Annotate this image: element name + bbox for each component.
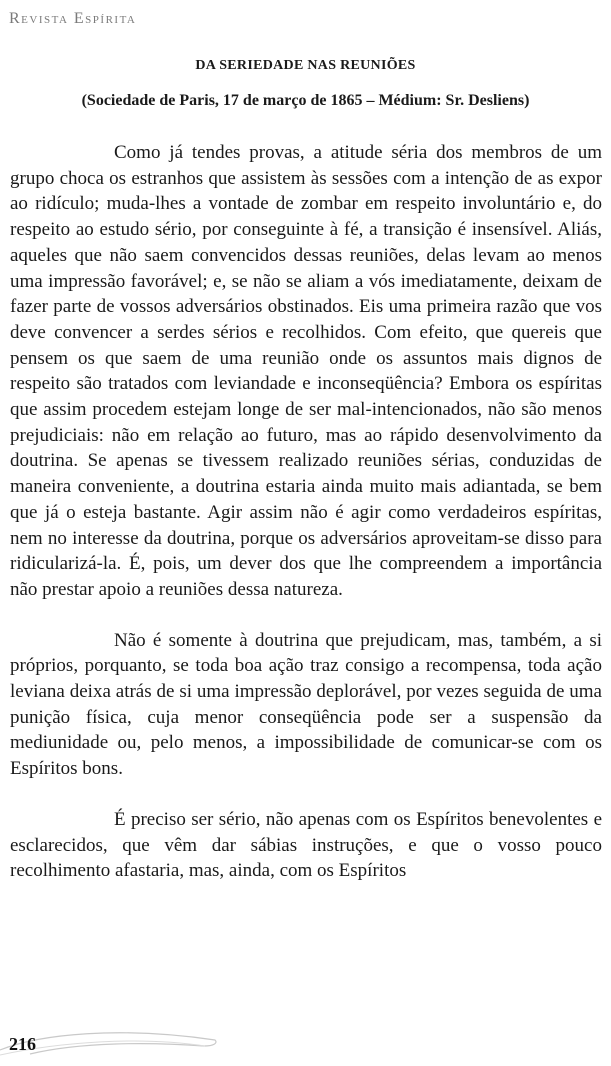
paragraph-2: Não é somente à doutrina que prejudicam, mas, também, a si próprios, porquanto, se toda boa ação traz consigo a recompensa, toda ação leviana deixa atrás de si uma impressão deplorável, por vezes seguida de uma punição física, cuja menor conseqüência pode ser a suspensão da mediunidade ou, pelo menos, a impossibilidade de comunicar-se com os Espíritos bons. [10,629,602,780]
paragraph-3: É preciso ser sério, não apenas com os Espíritos benevolentes e esclarecidos, que vêm dar sábias instruções, e que o vosso pouco recolhimento afastaria, mas, ainda, com os Espíritos [10,808,602,882]
article-title: DA SERIEDADE NAS REUNIÕES [195,58,416,73]
article-subtitle: (Sociedade de Paris, 17 de março de 1865 – Médium: Sr. Desliens) [81,92,530,109]
article-body [10,140,602,884]
page-number: 216 [9,1034,36,1054]
running-head: Revista Espírita [9,10,137,27]
paragraph-1: Como já tendes provas, a atitude séria dos membros de um grupo choca os estranhos que assistem às sessões com a intenção de as expor ao ridículo; muda-lhes a vontade de zombar em respeito involuntário e, do respeito ao estudo sério, por conseguinte à fé, a transição é insensível. Aliás, aqueles que não saem convencidos dessas reuniões, delas levam ao menos uma impressão favorável; e, se não se aliam a vós imediatamente, deixam de fazer parte de vossos adversários obstinados. Eis uma primeira razão que vos deve convencer a serdes sérios e recolhidos. Com efeito, que quereis que pensem os que saem de uma reunião onde os assuntos mais dignos de respeito são tratados com leviandade e inconseqüência? Embora os espíritas que assim procedem estejam longe de ser mal-intencionados, não são menos prejudiciais: não em relação ao futuro, mas ao rápido desenvolvimento da doutrina. Se apenas se tivessem realizado reuniões sérias, conduzidas de maneira conveniente, a doutrina estaria ainda muito mais adiantada, se bem que já o esteja bastante. Agir assim não é agir como verdadeiros espíritas, nem no interesse da doutrina, porque os adversários aproveitam-se disso para ridicularizá-la. É, pois, um dever dos que lhe compreendem a importância não prestar apoio a reuniões dessa natureza. [10,142,602,600]
